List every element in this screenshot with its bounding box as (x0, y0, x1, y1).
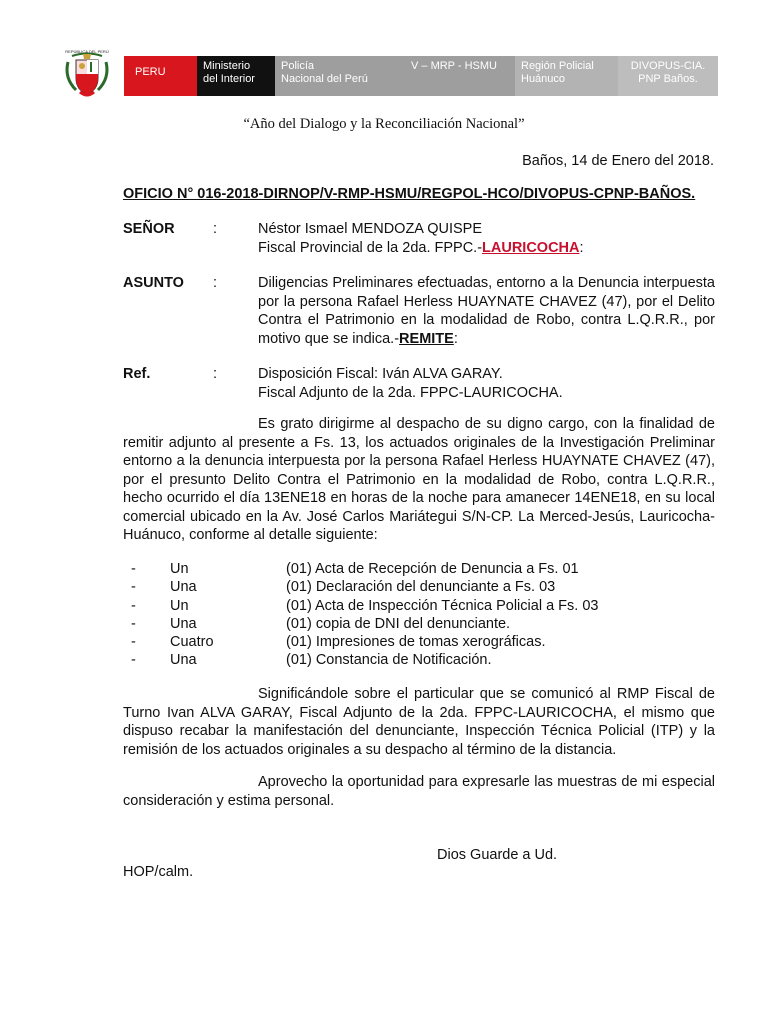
addressee-value (258, 220, 715, 257)
band-vmrp-label: V – MRP - HSMU (411, 60, 497, 72)
reference-initials: HOP/calm. (123, 864, 194, 880)
year-motto: “Año del Dialogo y la Reconciliación Nacional” (243, 116, 525, 132)
senor-label: SEÑOR (123, 221, 175, 237)
addressee-title: Fiscal Provincial de la 2da. FPPC.-LAURICOCHA: (258, 239, 584, 256)
header-bands (124, 56, 718, 96)
enclosures-list (123, 560, 623, 670)
band-region: Región Policial Huánuco (515, 56, 618, 96)
asunto-colon: : (213, 275, 218, 291)
senor-colon: : (213, 221, 218, 237)
band-policia-label: Policía Nacional del Perú (281, 60, 368, 85)
closing-salutation: Dios Guarde a Ud. (437, 847, 558, 863)
letter-date: Baños, 14 de Enero del 2018. (522, 153, 714, 169)
seal-caption: REPÚBLICA DEL PERÚ (65, 49, 109, 54)
reference-line1: Disposición Fiscal: Iván ALVA GARAY. (258, 366, 503, 382)
band-ministerio: Ministerio del Interior (197, 56, 275, 96)
list-item: - Cuatro (01) Impresiones de tomas xerográficas. (131, 634, 546, 651)
body-paragraph-1: Es grato dirigirme al despacho de su digno cargo, con la finalidad de remitir adjunto al presente a Fs. 13, los actuados originales de la Investigación Preliminar entorno a la denuncia interpuesta por la persona Rafael Herless HUAYNATE CHAVEZ (47), por el presunto Delito Contra el Patrimonio en la modalidad de Robo, contra L.Q.R.R., hecho ocurrido el día 13ENE18 en horas de la noche para amanecer 14ENE18, en su local comercial ubicado en la Av. José Carlos Mariátegui S/N-CP. La Merced-Jesús, Lauricocha-Huánuco, conforme al detalle siguiente: (123, 416, 715, 543)
list-item: - Una (01) Constancia de Notificación. (131, 652, 492, 669)
asunto-label: ASUNTO (123, 275, 184, 291)
subject-text: Diligencias Preliminares efectuadas, entorno a la Denuncia interpuesta por la persona Rafael Herless HUAYNATE CHAVEZ (47), por el Delito Contra el Patrimonio en la modalidad de Robo, contra L.Q.R.R., por motivo que se indica.-REMITE: (258, 275, 715, 347)
body-paragraph-3: Aprovecho la oportunidad para expresarle las muestras de mi especial consideración y estima personal. (123, 774, 715, 809)
band-divopus: DIVOPUS-CIA. PNP Baños. (618, 56, 718, 96)
reference-line2: Fiscal Adjunto de la 2da. FPPC-LAURICOCHA. (258, 384, 563, 401)
ref-colon: : (213, 366, 218, 382)
peru-coat-of-arms-icon (58, 48, 116, 100)
addressee-name: Néstor Ismael MENDOZA QUISPE (258, 221, 482, 237)
ref-label: Ref. (123, 366, 151, 382)
list-item: - Una (01) Declaración del denunciante a Fs. 03 (131, 579, 556, 596)
remite-emphasis: REMITE (399, 330, 454, 347)
letterhead (58, 48, 718, 98)
list-item: - Una (01) copia de DNI del denunciante. (131, 615, 511, 632)
band-peru: PERU (124, 56, 197, 96)
body-paragraph-2: Significándole sobre el particular que se comunicó al RMP Fiscal de Turno Ivan ALVA GARAY, Fiscal Adjunto de la 2da. FPPC-LAURICOCHA, el mismo que dispuso recabar la manifestación del denunciante, Inspección Técnica Policial (ITP) y la remisión de los actuados originales a su despacho al término de la distancia. (123, 686, 715, 758)
list-item: - Un (01) Acta de Recepción de Denuncia a Fs. 01 (131, 561, 579, 577)
list-item: - Un (01) Acta de Inspección Técnica Policial a Fs. 03 (131, 597, 599, 614)
lauricocha-emphasis: LAURICOCHA (482, 239, 580, 256)
reference-value (258, 365, 715, 402)
band-policia (275, 56, 515, 96)
oficio-number: OFICIO N° 016-2018-DIRNOP/V-RMP-HSMU/REGPOL-HCO/DIVOPUS-CPNP-BAÑOS. (123, 186, 696, 202)
